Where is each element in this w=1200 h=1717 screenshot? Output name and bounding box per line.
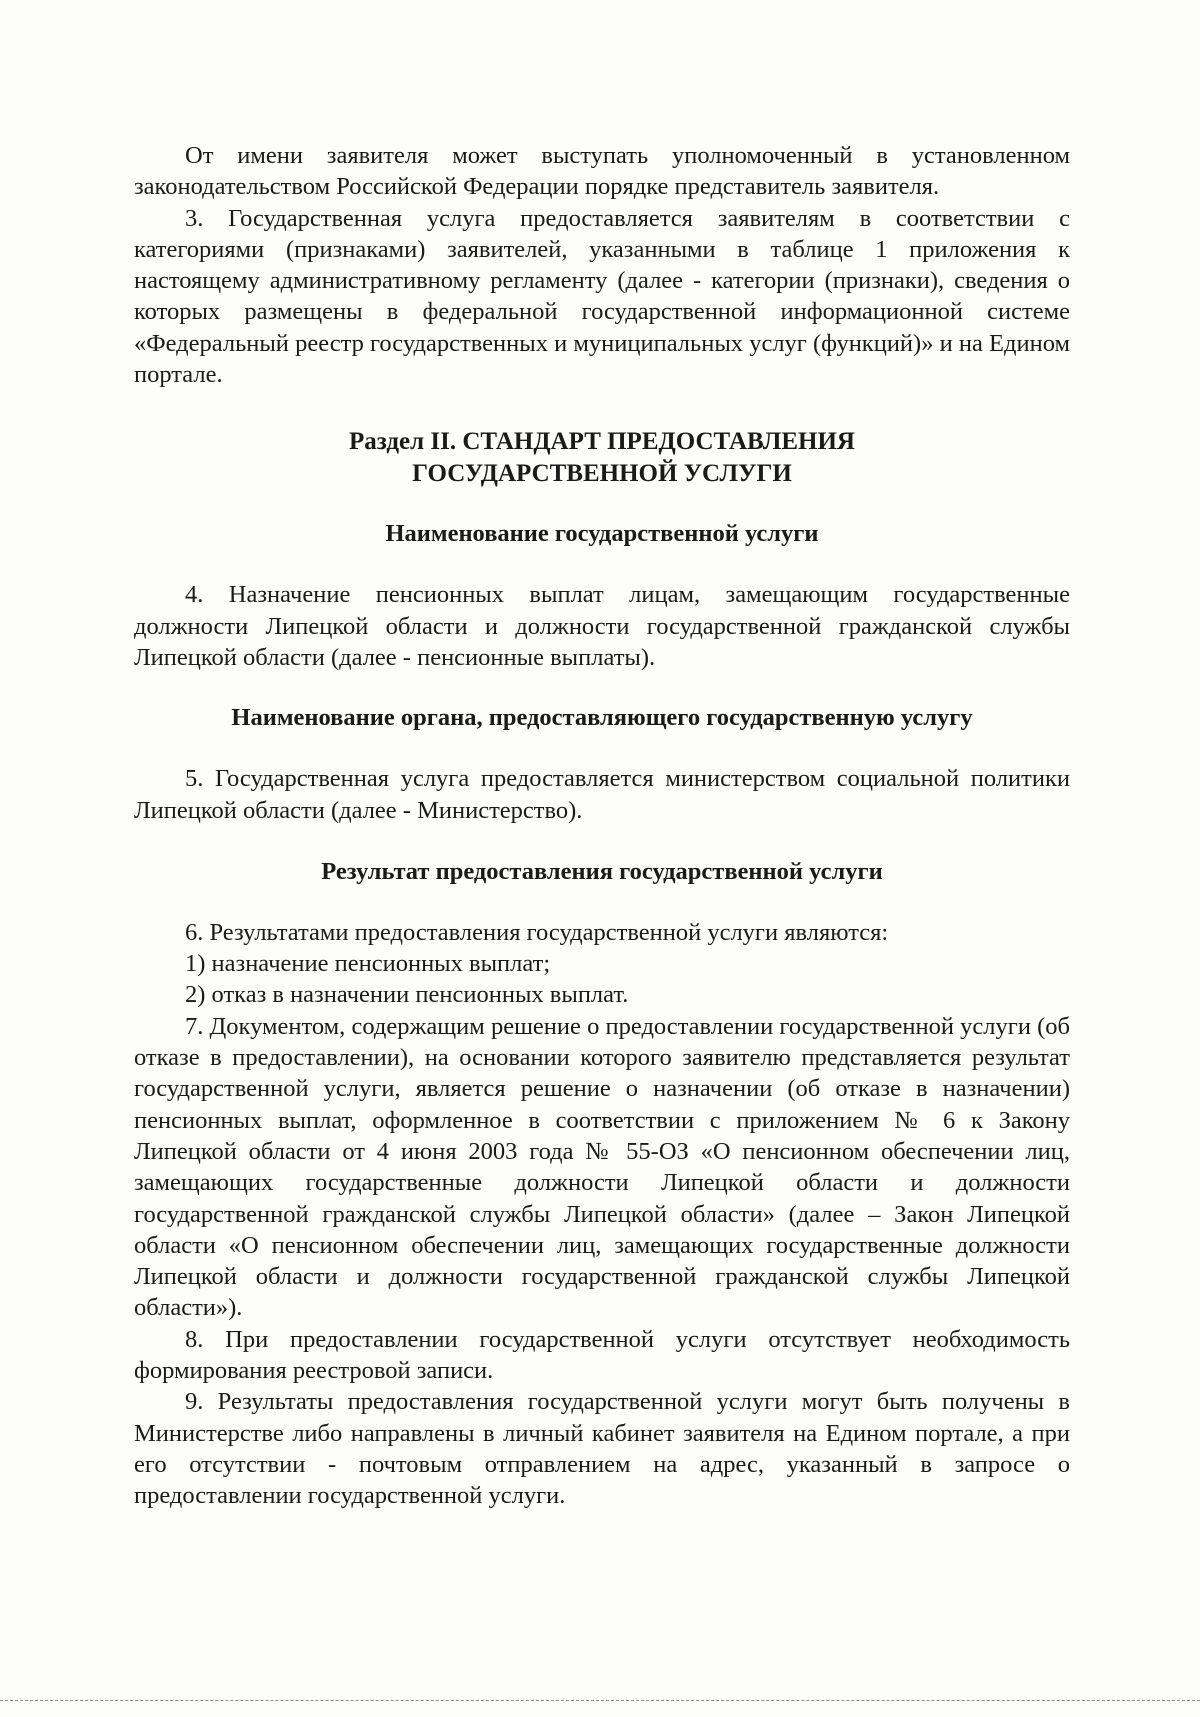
paragraph-representative: От имени заявителя может выступать уполномоченный в установленном законодательством Российской Федерации порядке представитель заявителя. — [134, 142, 1070, 201]
spacer — [134, 549, 1070, 579]
spacer — [134, 673, 1070, 702]
heading-service-organ: Наименование органа, предоставляющего государственную услугу — [231, 704, 973, 732]
section-title-line-2: ГОСУДАРСТВЕННОЙ УСЛУГИ — [412, 460, 792, 488]
paragraph-7: 7. Документом, содержащим решение о предоставлении государственной услуги (об отказе в предоставлении), на основании которого заявителю представляется результат государственной услуги, является решение о назначении (об отказе в назначении) пенсионных выплат, оформленное в соответствии с приложением № 6 к Закону Липецкой области от 4 июня 2003 года № 55-ОЗ «О пенсионном обеспечении лиц, замещающих государственные должности Липецкой области и должности государственной гражданской службы Липецкой области» (далее – Закон Липецкой области «О пенсионном обеспечении лиц, замещающих государственные должности Липецкой области и должности государственной гражданской службы Липецкой области»). — [134, 1012, 1070, 1322]
section-title — [134, 426, 1070, 490]
paragraph-6: 6. Результатами предоставления государственной услуги являются: — [185, 918, 889, 946]
scan-bottom-edge — [0, 1700, 1200, 1701]
paragraph-3: 3. Государственная услуга предоставляется заявителям в соответствии с категориями (признаками) заявителей, указанными в таблице 1 приложения к настоящему административному регламенту (далее - категории (признаки), сведения о которых размещены в федеральной государственной информационной системе «Федеральный реестр государственных и муниципальных услуг (функций)» и на Едином портале. — [134, 204, 1070, 389]
section-title-line-1: Раздел II. СТАНДАРТ ПРЕДОСТАВЛЕНИЯ — [349, 428, 855, 456]
document-page — [134, 140, 1070, 1512]
spacer — [134, 733, 1070, 763]
spacer — [134, 490, 1070, 518]
paragraph-5: 5. Государственная услуга предоставляется министерством социальной политики Липецкой области (далее - Министерство). — [134, 765, 1070, 824]
paragraph-8: 8. При предоставлении государственной услуги отсутствует необходимость формирования реестровой записи. — [134, 1325, 1070, 1385]
heading-service-result: Результат предоставления государственной услуги — [321, 857, 883, 885]
paragraph-9: 9. Результаты предоставления государственной услуги могут быть получены в Министерстве либо направлены в личный кабинет заявителя на Едином портале, а при его отсутствии - почтовым отправлением на адрес, указанный в запросе о предоставлении государственной услуги. — [134, 1388, 1070, 1510]
spacer — [134, 887, 1070, 917]
heading-service-name: Наименование государственной услуги — [385, 520, 819, 548]
list-item-1: 1) назначение пенсионных выплат; — [185, 950, 551, 978]
spacer — [134, 826, 1070, 856]
list-item-2: 2) отказ в назначении пенсионных выплат. — [185, 981, 629, 1009]
paragraph-4: 4. Назначение пенсионных выплат лицам, замещающим государственные должности Липецкой области и должности государственной гражданской службы Липецкой области (далее - пенсионные выплаты). — [134, 581, 1070, 671]
